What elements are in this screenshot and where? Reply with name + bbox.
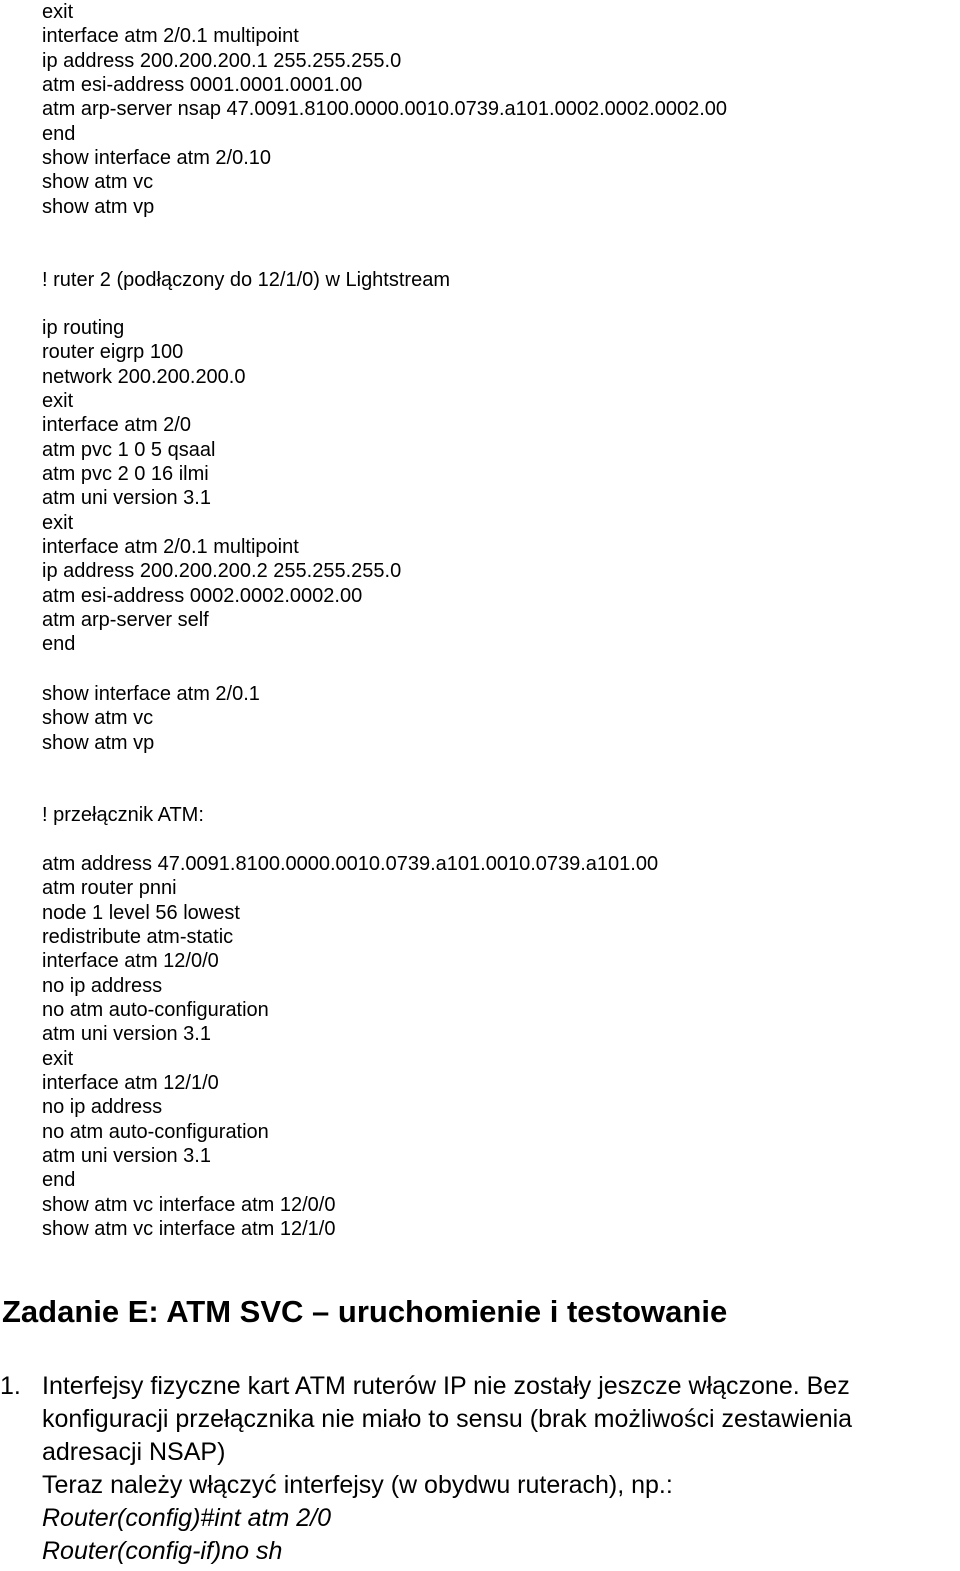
config-line: exit [42,1047,74,1070]
config-line: atm esi-address 0002.0002.0002.00 [42,584,363,607]
config-line: exit [42,390,74,413]
task-text-line: Interfejsy fizyczne kart ATM ruterów IP nie zostały jeszcze włączone. Bez [42,1372,850,1400]
config-line: no atm auto-configuration [42,999,269,1022]
config-line: atm uni version 3.1 [42,1145,211,1168]
config-line: show interface atm 2/0.1 [42,683,260,705]
task-body [42,1370,960,1568]
config-line: ! ruter 2 (podłączony do 12/1/0) w Lightstream [42,269,450,291]
config-line: atm esi-address 0001.0001.0001.00 [42,74,363,97]
task-text-line: adresacji NSAP) [42,1438,226,1466]
task-text-line: Teraz należy włączyć interfejsy (w obydwu ruterach), np.: [42,1471,673,1499]
config-line: interface atm 2/0.1 multipoint [42,25,299,48]
config-line: show atm vc interface atm 12/1/0 [42,1218,336,1241]
task-text-line: konfiguracji przełącznika nie miało to sensu (brak możliwości zestawienia [42,1405,853,1433]
config-line: redistribute atm-static [42,926,234,949]
config-line: show atm vc interface atm 12/0/0 [42,1193,336,1216]
config-line: atm arp-server self [42,609,209,632]
section-heading: Zadanie E: ATM SVC – uruchomienie i testowanie [2,1294,728,1329]
config-line: show atm vp [42,731,155,754]
config-line: no ip address [42,1096,163,1119]
config-line: ip address 200.200.200.2 255.255.255.0 [42,560,402,583]
config-line: atm address 47.0091.8100.0000.0010.0739.a101.0010.0739.a101.00 [42,853,659,875]
config-line: show atm vc [42,707,154,730]
show-commands-router2 [42,682,260,755]
config-line: exit [42,511,74,534]
config-line: network 200.200.200.0 [42,365,246,388]
task-command-line: Router(config)#int atm 2/0 [42,1504,332,1532]
config-line: ip routing [42,317,125,339]
config-line: interface atm 2/0.1 multipoint [42,536,299,559]
config-line: atm pvc 1 0 5 qsaal [42,438,216,461]
config-line: show interface atm 2/0.10 [42,147,272,170]
config-line: node 1 level 56 lowest [42,901,240,924]
config-line: show atm vp [42,195,155,218]
config-line: atm uni version 3.1 [42,487,211,510]
comment-atm-switch [42,803,204,827]
comment-router2 [42,268,450,292]
config-line: atm router pnni [42,877,177,900]
config-line: interface atm 12/1/0 [42,1072,219,1095]
config-line: end [42,122,76,145]
config-line: atm pvc 2 0 16 ilmi [42,463,209,486]
config-line: end [42,633,76,656]
task-command-line: Router(config-if)no sh [42,1537,283,1565]
config-line: interface atm 12/0/0 [42,950,219,973]
config-line: no atm auto-configuration [42,1120,269,1143]
config-line: atm uni version 3.1 [42,1023,211,1046]
config-line: ! przełącznik ATM: [42,804,204,826]
config-line: ip address 200.200.200.1 255.255.255.0 [42,49,402,72]
config-line: show atm vc [42,171,154,194]
config-line: atm arp-server nsap 47.0091.8100.0000.0010.0739.a101.0002.0002.0002.00 [42,98,727,121]
task-number: 1. [0,1372,21,1400]
config-line: end [42,1169,76,1192]
config-line: interface atm 2/0 [42,414,191,437]
config-block-router1-tail [42,0,727,219]
config-line: router eigrp 100 [42,341,184,364]
config-block-router2 [42,316,401,657]
config-block-atm-switch [42,852,658,1242]
config-line: no ip address [42,974,163,997]
config-line: exit [42,1,74,23]
